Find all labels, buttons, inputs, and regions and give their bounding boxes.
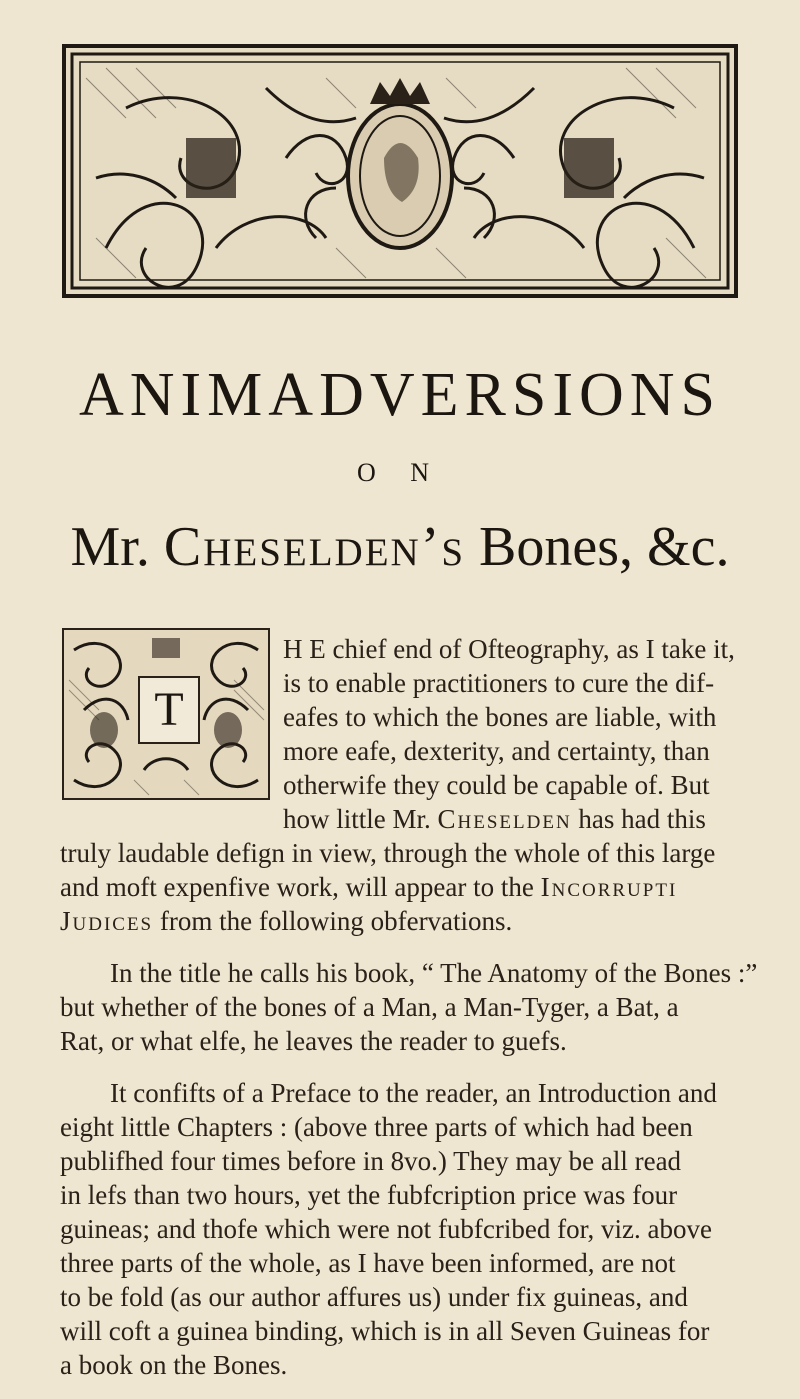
drop-cap-letter: T <box>138 676 200 744</box>
text-line: three parts of the whole, as I have been informed, are not <box>60 1248 676 1278</box>
text-line: truly laudable defign in view, through the whole of this large <box>60 838 716 868</box>
text-line: guineas; and thofe which were not fubfcribed for, viz. above <box>60 1214 712 1244</box>
text-line: to be fold (as our author affures us) under fix guineas, and <box>60 1282 688 1312</box>
drop-cap-ornament <box>62 628 270 800</box>
text-line: is to enable practitioners to cure the dif- <box>283 668 715 698</box>
title: ANIMADVERSIONS <box>78 361 722 429</box>
subtitle-suffix: Bones, &c. <box>465 516 730 578</box>
text-line: more eafe, dexterity, and certainty, than <box>283 736 710 766</box>
text-line <box>60 904 512 938</box>
text-line: in lefs than two hours, yet the fubfcription price was four <box>60 1180 678 1210</box>
ornamental-headpiece <box>62 44 738 298</box>
subtitle-name: Cheselden’s <box>163 516 466 578</box>
subtitle-prefix: Mr. <box>70 516 164 578</box>
judices-small-caps: Judices <box>60 906 154 936</box>
text-line: eafes to which the bones are liable, with <box>283 702 717 732</box>
subtitle <box>0 515 800 579</box>
text-line: will coft a guinea binding, which is in all Seven Guineas for <box>60 1316 710 1346</box>
incorrupti-small-caps: Incorrupti <box>540 872 678 902</box>
line-fragment: has had this <box>571 804 706 834</box>
text-line: Rat, or what elfe, he leaves the reader to guefs. <box>60 1026 567 1056</box>
text-line: a book on the Bones. <box>60 1350 288 1380</box>
text-line: otherwife they could be capable of. But <box>283 770 710 800</box>
line-fragment: from the following obfervations. <box>153 906 513 936</box>
text-line: H E chief end of Ofteography, as I take it, <box>283 634 735 664</box>
name-small-caps: Cheselden <box>437 804 572 834</box>
line-fragment: and moft expenfive work, will appear to the <box>60 872 541 902</box>
text-line <box>283 802 706 836</box>
text-line <box>60 870 677 904</box>
text-line: It confifts of a Preface to the reader, an Introduction and <box>110 1078 717 1108</box>
text-line: In the title he calls his book, “ The Anatomy of the Bones :” <box>110 958 758 988</box>
text-line: publifhed four times before in 8vo.) They may be all read <box>60 1146 682 1176</box>
headpiece-engraving <box>66 48 734 294</box>
on-label: O N <box>356 458 444 487</box>
text-line: but whether of the bones of a Man, a Man-Tyger, a Bat, a <box>60 992 679 1022</box>
line-fragment: how little Mr. <box>283 804 438 834</box>
text-line: eight little Chapters : (above three parts of which had been <box>60 1112 693 1142</box>
